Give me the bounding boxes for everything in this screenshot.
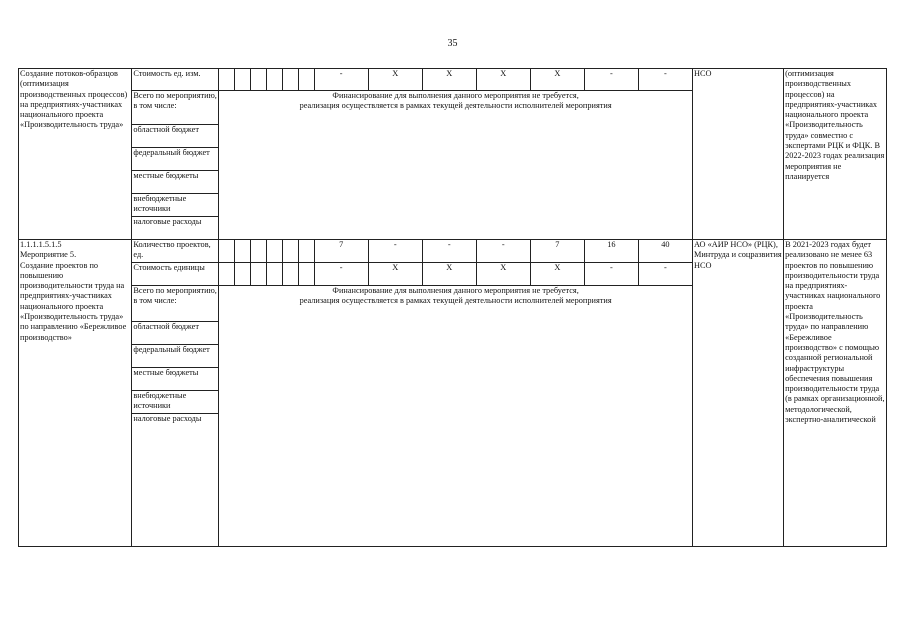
executor-cell: НСО — [692, 69, 783, 240]
source-label: Всего по мероприятию, в том числе: — [132, 286, 219, 322]
value-cell: - — [422, 240, 476, 263]
value-cell: - — [314, 69, 368, 91]
financing-line-2: реализация осуществляется в рамках текущей деятельности исполнителей мероприятия — [299, 296, 612, 306]
measures-table — [18, 68, 887, 547]
source-label: Всего по мероприятию, в том числе: — [132, 91, 219, 125]
source-label: налоговые расходы — [132, 414, 219, 547]
source-label: федеральный бюджет — [132, 148, 219, 171]
page-number: 35 — [447, 38, 458, 49]
value-cell: - — [584, 263, 638, 286]
source-label: местные бюджеты — [132, 171, 219, 194]
value-cell: 7 — [314, 240, 368, 263]
source-label: внебюджетные источники — [132, 194, 219, 217]
financing-line-2: реализация осуществляется в рамках текущей деятельности исполнителей мероприятия — [299, 101, 612, 111]
financing-line-1: Финансирование для выполнения данного мероприятия не требуется, — [332, 91, 579, 100]
source-label: налоговые расходы — [132, 217, 219, 240]
result-cell: В 2021-2023 годах будет реализовано не менее 63 проектов по повышению производительности труда на предприятиях-участниках национального проекта «Производительность труда» по направлению «Бережливое производство» с помощью созданной региональной инфраструктуры обеспечения повышения производительности труда (в рамках организационной, методологической, экспертно-аналитической — [784, 240, 887, 547]
value-cell: Х — [368, 69, 422, 91]
table-row — [19, 69, 887, 91]
measure-text: Создание потоков-образцов (оптимизация производственных процессов) на предприятиях-участниках национального проекта «Производительность труда» — [20, 69, 128, 130]
value-cell: Х — [368, 263, 422, 286]
source-label: местные бюджеты — [132, 368, 219, 391]
row-label: Количество проектов, ед. — [132, 240, 219, 263]
measure-name-cell — [19, 69, 132, 240]
table-row — [19, 240, 887, 263]
value-cell: 40 — [638, 240, 692, 263]
source-label: областной бюджет — [132, 125, 219, 148]
value-cell: Х — [476, 69, 530, 91]
value-cell: 7 — [530, 240, 584, 263]
executor-cell: АО «АИР НСО» (РЦК), Минтруда и соцразвития НСО — [692, 240, 783, 547]
value-cell: Х — [476, 263, 530, 286]
value-cell: Х — [422, 69, 476, 91]
value-cell: - — [638, 69, 692, 91]
value-cell: 16 — [584, 240, 638, 263]
financing-note — [219, 286, 693, 547]
measure-title: Мероприятие 5. — [20, 250, 77, 260]
value-cell: Х — [422, 263, 476, 286]
measure-name-cell — [19, 240, 132, 547]
value-cell: - — [314, 263, 368, 286]
financing-line-1: Финансирование для выполнения данного мероприятия не требуется, — [332, 286, 579, 295]
measure-code: 1.1.1.1.5.1.5 — [20, 240, 62, 249]
row-label: Стоимость единицы — [132, 263, 219, 286]
financing-note — [219, 91, 693, 240]
value-cell: - — [584, 69, 638, 91]
value-cell: - — [476, 240, 530, 263]
measure-text: Создание проектов по повышению производительности труда на предприятиях-участниках национального проекта «Производительность труда» по направлению «Бережливое производство» — [20, 260, 127, 342]
source-label: внебюджетные источники — [132, 391, 219, 414]
source-label: федеральный бюджет — [132, 345, 219, 368]
value-cell: - — [638, 263, 692, 286]
row-label: Стоимость ед. изм. — [132, 69, 219, 91]
value-cell: - — [368, 240, 422, 263]
source-label: областной бюджет — [132, 322, 219, 345]
value-cell: Х — [530, 263, 584, 286]
value-cell: Х — [530, 69, 584, 91]
result-cell: (оптимизация производственных процессов) на предприятиях-участниках национального проекта «Производительность труда» совместно с экспертами РЦК и ФЦК. В 2022-2023 годах реализация мероприятия не планируется — [784, 69, 887, 240]
